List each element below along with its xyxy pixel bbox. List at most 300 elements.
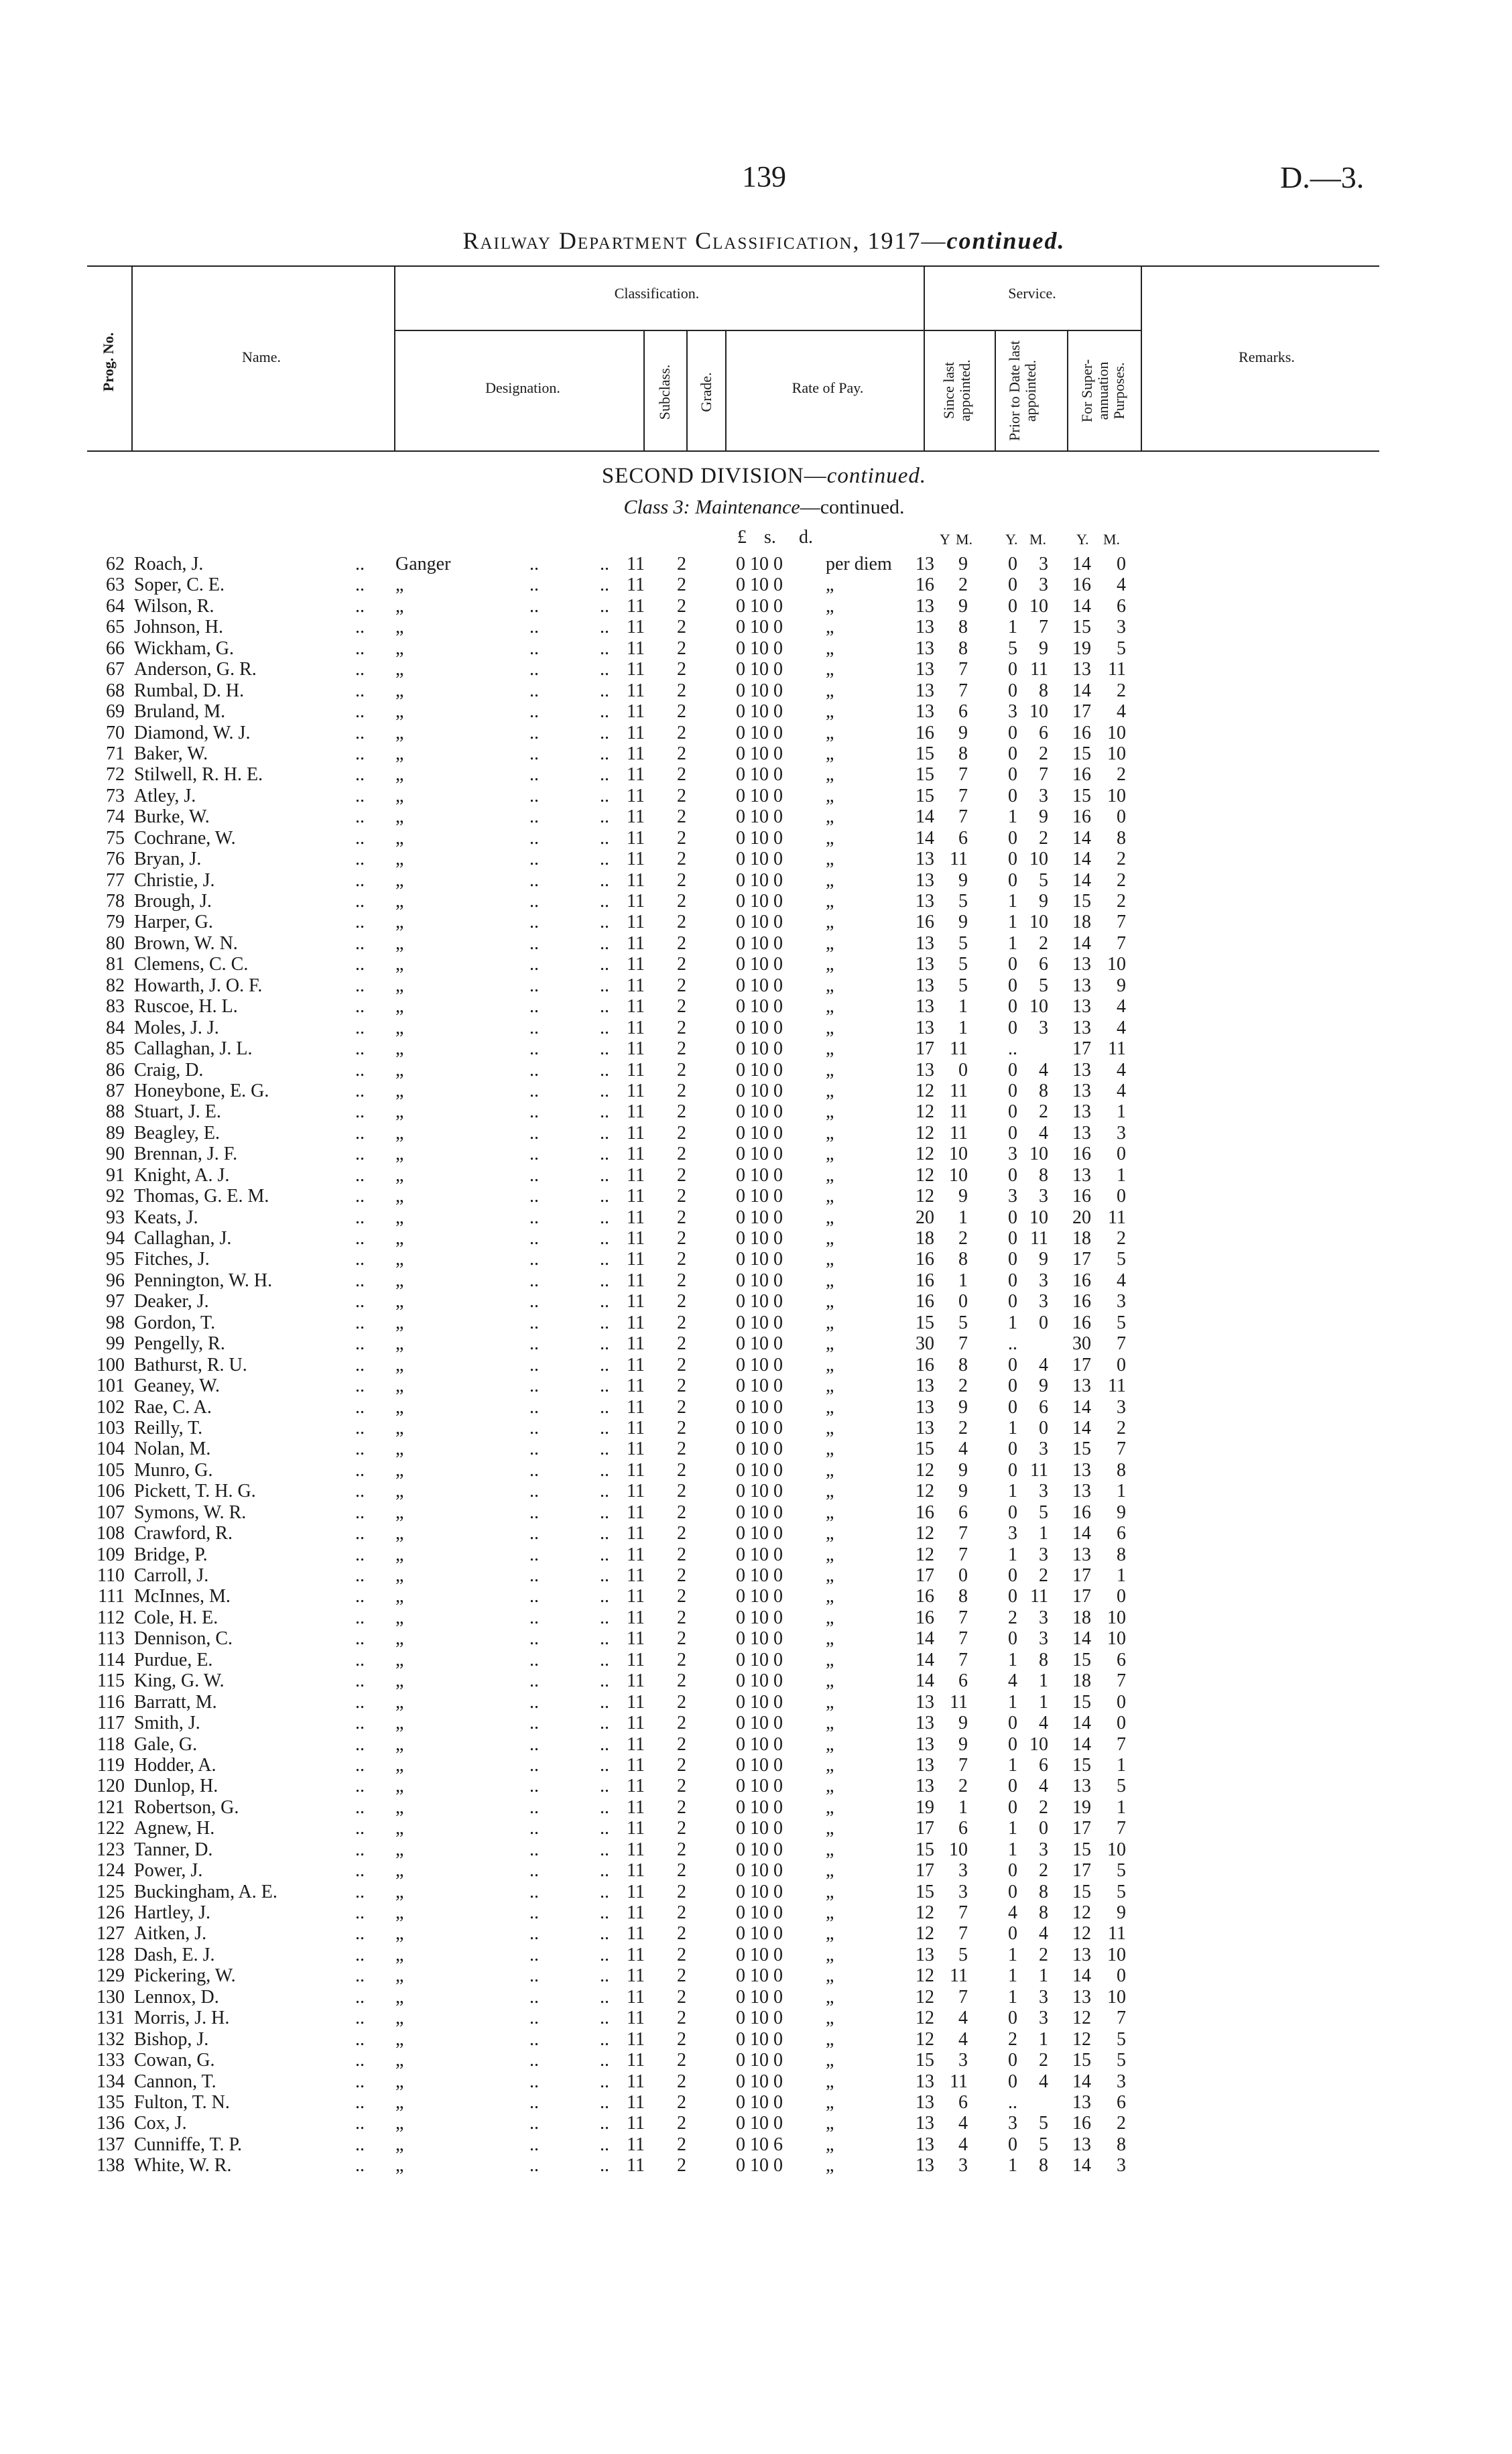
col-divider (643, 330, 645, 450)
super-years: 13 (1072, 659, 1091, 680)
table-row (0, 1291, 1512, 1312)
prior-years: 1 (1008, 1691, 1017, 1713)
leader-dots: .. (600, 1207, 609, 1228)
prog-number: 67 (106, 659, 125, 680)
table-row (0, 764, 1512, 785)
pay-period: „ (826, 1986, 834, 2008)
super-months: 0 (1117, 1965, 1126, 1987)
leader-dots: .. (529, 954, 539, 975)
subclass: 11 (627, 1754, 645, 1776)
since-last-months: 5 (958, 975, 968, 996)
leader-dots: .. (529, 1144, 539, 1165)
since-last-months: 2 (958, 574, 968, 596)
grade: 2 (677, 1101, 686, 1123)
leader-dots: .. (600, 554, 609, 574)
prior-months: 5 (1039, 975, 1048, 996)
table-row (0, 849, 1512, 869)
since-last-years: 13 (916, 1375, 934, 1397)
designation: „ (395, 722, 404, 743)
designation: „ (395, 1691, 404, 1713)
since-last-years: 30 (916, 1333, 934, 1355)
since-last-years: 13 (916, 1733, 934, 1755)
since-last-years: 13 (916, 2091, 934, 2113)
since-last-years: 14 (916, 1649, 934, 1670)
since-last-years: 13 (916, 1944, 934, 1965)
prog-number: 106 (97, 1481, 125, 1502)
designation: „ (395, 2113, 404, 2134)
prog-number: 105 (97, 1459, 125, 1481)
grade: 2 (677, 680, 686, 701)
designation: „ (395, 2155, 404, 2176)
leader-dots: .. (600, 1607, 609, 1628)
designation: „ (395, 1186, 404, 1207)
employee-name: Tanner, D. (134, 1839, 213, 1860)
header-top-rule (87, 265, 1379, 267)
leader-dots: .. (355, 1965, 365, 1987)
table-row (0, 1375, 1512, 1396)
rate-of-pay: 0 10 0 (736, 1481, 783, 1502)
leader-dots: .. (600, 2050, 609, 2071)
designation: „ (395, 1501, 404, 1523)
prior-months: 3 (1039, 1291, 1048, 1312)
pay-period: „ (826, 1839, 834, 1860)
leader-dots: .. (355, 680, 365, 701)
leader-dots: .. (600, 574, 609, 596)
subclass: 11 (627, 2050, 645, 2071)
employee-name: Bathurst, R. U. (134, 1354, 247, 1375)
prog-number: 129 (97, 1965, 125, 1987)
table-row (0, 1860, 1512, 1881)
subclass: 11 (627, 1396, 645, 1418)
pay-period: „ (826, 785, 834, 806)
since-last-years: 12 (916, 1923, 934, 1945)
leader-dots: .. (600, 1375, 609, 1397)
grade: 2 (677, 701, 686, 723)
subclass: 11 (627, 1481, 645, 1502)
super-months: 10 (1107, 722, 1126, 743)
pay-period: „ (826, 2155, 834, 2176)
prior-months: 10 (1029, 1207, 1048, 1228)
since-last-months: 5 (958, 932, 968, 954)
rate-of-pay: 0 10 0 (736, 1607, 783, 1628)
rate-of-pay: 0 10 0 (736, 1796, 783, 1818)
table-row (0, 1165, 1512, 1186)
table-row (0, 1628, 1512, 1649)
unit-prior-months: M. (1029, 531, 1047, 548)
super-months: 1 (1117, 1164, 1126, 1186)
designation: „ (395, 1417, 404, 1438)
since-last-months: 10 (949, 1164, 968, 1186)
prior-years: 0 (1008, 1586, 1017, 1607)
unit-super-months: M. (1103, 531, 1121, 548)
leader-dots: .. (529, 1164, 539, 1186)
subclass: 11 (627, 1080, 645, 1101)
rate-of-pay: 0 10 0 (736, 996, 783, 1018)
employee-name: Johnson, H. (134, 617, 224, 638)
leader-dots: .. (355, 1649, 365, 1670)
since-last-years: 15 (916, 1438, 934, 1460)
leader-dots: .. (355, 975, 365, 996)
unit-shillings: s. (764, 527, 776, 548)
since-last-months: 11 (950, 1038, 968, 1060)
super-months: 4 (1117, 574, 1126, 596)
rate-of-pay: 0 10 0 (736, 1818, 783, 1839)
prior-months: 11 (1030, 1459, 1048, 1481)
leader-dots: .. (600, 1333, 609, 1355)
designation: „ (395, 996, 404, 1018)
rate-of-pay: 0 10 0 (736, 637, 783, 659)
prior-months: 1 (1039, 1691, 1048, 1713)
leader-dots: .. (355, 1733, 365, 1755)
prog-number: 109 (97, 1544, 125, 1565)
prog-number: 92 (106, 1186, 125, 1207)
grade: 2 (677, 1586, 686, 1607)
header-service: Service. (1008, 285, 1056, 302)
since-last-years: 16 (916, 1607, 934, 1628)
subclass: 11 (627, 1776, 645, 1797)
table-row (0, 1544, 1512, 1565)
super-months: 4 (1117, 1080, 1126, 1101)
employee-name: Lennox, D. (134, 1986, 219, 2008)
since-last-years: 13 (916, 1059, 934, 1081)
prog-number: 90 (106, 1144, 125, 1165)
rate-of-pay: 0 10 0 (736, 1291, 783, 1312)
leader-dots: .. (600, 1164, 609, 1186)
prior-months: 3 (1039, 2008, 1048, 2029)
grade: 2 (677, 1565, 686, 1586)
since-last-years: 14 (916, 827, 934, 849)
since-last-years: 13 (916, 680, 934, 701)
pay-period: „ (826, 2113, 834, 2134)
header-designation: Designation. (485, 379, 560, 396)
employee-name: Symons, W. R. (134, 1501, 247, 1523)
pay-period: „ (826, 869, 834, 891)
designation: „ (395, 1249, 404, 1270)
pay-period: „ (826, 2050, 834, 2071)
employee-name: Rumbal, D. H. (134, 680, 245, 701)
leader-dots: .. (355, 764, 365, 786)
leader-dots: .. (355, 2071, 365, 2092)
leader-dots: .. (355, 1101, 365, 1123)
leader-dots: .. (529, 1586, 539, 1607)
table-row (0, 2113, 1512, 2134)
prog-number: 85 (106, 1038, 125, 1060)
leader-dots: .. (355, 2113, 365, 2134)
employee-name: Anderson, G. R. (134, 659, 257, 680)
employee-name: Pickering, W. (134, 1965, 236, 1987)
designation: „ (395, 1122, 404, 1144)
designation: „ (395, 1144, 404, 1165)
leader-dots: .. (355, 1754, 365, 1776)
leader-dots: .. (355, 637, 365, 659)
subclass: 11 (627, 954, 645, 975)
table-row (0, 1607, 1512, 1628)
table-row (0, 1945, 1512, 1965)
designation: „ (395, 1523, 404, 1544)
subclass: 11 (627, 1270, 645, 1291)
rate-of-pay: 0 10 0 (736, 1038, 783, 1060)
leader-dots: .. (600, 2134, 609, 2155)
super-years: 17 (1072, 1038, 1091, 1060)
leader-dots: .. (529, 1523, 539, 1544)
prior-months: 2 (1039, 743, 1048, 764)
prior-months: 2 (1039, 827, 1048, 849)
employee-name: Moles, J. J. (134, 1017, 219, 1038)
designation: „ (395, 1628, 404, 1650)
pay-period: „ (826, 827, 834, 849)
super-months: 10 (1107, 1628, 1126, 1650)
table-row (0, 1882, 1512, 1902)
since-last-months: 5 (958, 891, 968, 912)
employee-name: Christie, J. (134, 869, 215, 891)
super-years: 13 (1072, 996, 1091, 1018)
rate-of-pay: 0 10 0 (736, 932, 783, 954)
pay-period: „ (826, 617, 834, 638)
designation: „ (395, 1713, 404, 1734)
col-divider (686, 330, 688, 450)
leader-dots: .. (529, 764, 539, 786)
since-last-years: 16 (916, 1354, 934, 1375)
subclass: 11 (627, 1438, 645, 1460)
subclass: 11 (627, 1733, 645, 1755)
super-months: 11 (1108, 1375, 1126, 1397)
super-months: 7 (1117, 912, 1126, 933)
prior-months: 5 (1039, 869, 1048, 891)
designation: „ (395, 1733, 404, 1755)
since-last-years: 13 (916, 701, 934, 723)
prior-months: 7 (1039, 617, 1048, 638)
pay-period: „ (826, 1101, 834, 1123)
since-last-years: 12 (916, 1523, 934, 1544)
prior-months: 5 (1039, 2113, 1048, 2134)
prior-years: 0 (1008, 1017, 1017, 1038)
prior-months: 3 (1039, 1017, 1048, 1038)
leader-dots: .. (600, 2008, 609, 2029)
leader-dots: .. (355, 1164, 365, 1186)
pay-period: „ (826, 1375, 834, 1397)
subclass: 11 (627, 1586, 645, 1607)
since-last-months: 4 (958, 2008, 968, 2029)
super-years: 13 (1072, 2134, 1091, 2155)
super-years: 14 (1072, 1628, 1091, 1650)
since-last-months: 2 (958, 1776, 968, 1797)
leader-dots: .. (529, 1375, 539, 1397)
page-number: 139 (742, 160, 786, 193)
designation: „ (395, 574, 404, 596)
pay-period: „ (826, 743, 834, 764)
pay-period: „ (826, 1523, 834, 1544)
leader-dots: .. (600, 1501, 609, 1523)
pay-period: „ (826, 2134, 834, 2155)
prog-number: 65 (106, 617, 125, 638)
subclass: 11 (627, 1565, 645, 1586)
leader-dots: .. (600, 1902, 609, 1923)
subclass: 11 (627, 1059, 645, 1081)
leader-dots: .. (355, 1565, 365, 1586)
subclass: 11 (627, 2134, 645, 2155)
super-years: 15 (1072, 1754, 1091, 1776)
super-years: 12 (1072, 2028, 1091, 2050)
designation: „ (395, 1586, 404, 1607)
leader-dots: .. (600, 1080, 609, 1101)
since-last-months: 8 (958, 617, 968, 638)
pay-period: „ (826, 975, 834, 996)
prior-years: 1 (1008, 891, 1017, 912)
subclass: 11 (627, 996, 645, 1018)
employee-name: Roach, J. (134, 554, 204, 574)
prior-years: 0 (1008, 2050, 1017, 2071)
leader-dots: .. (355, 1270, 365, 1291)
designation: „ (395, 1481, 404, 1502)
leader-dots: .. (529, 1101, 539, 1123)
since-last-months: 9 (958, 1459, 968, 1481)
employee-name: Brough, J. (134, 891, 212, 912)
leader-dots: .. (355, 1923, 365, 1945)
since-last-years: 12 (916, 1164, 934, 1186)
prior-years: 4 (1008, 1670, 1017, 1692)
prog-number: 86 (106, 1059, 125, 1081)
pay-period: „ (826, 1207, 834, 1228)
leader-dots: .. (529, 1481, 539, 1502)
leader-dots: .. (355, 1354, 365, 1375)
prior-months: 8 (1039, 1649, 1048, 1670)
designation: „ (395, 1776, 404, 1797)
employee-name: King, G. W. (134, 1670, 225, 1692)
grade: 2 (677, 932, 686, 954)
since-last-months: 0 (958, 1059, 968, 1081)
table-row (0, 1902, 1512, 1923)
employee-name: Geaney, W. (134, 1375, 220, 1397)
designation: „ (395, 701, 404, 723)
leader-dots: .. (600, 869, 609, 891)
rate-of-pay: 0 10 0 (736, 806, 783, 828)
leader-dots: .. (355, 1586, 365, 1607)
table-row (0, 2008, 1512, 2028)
grade: 2 (677, 1144, 686, 1165)
prior-months: 3 (1039, 1544, 1048, 1565)
rate-of-pay: 0 10 0 (736, 1860, 783, 1882)
since-last-years: 15 (916, 1312, 934, 1333)
leader-dots: .. (600, 1628, 609, 1650)
class-suffix: —continued. (800, 496, 905, 518)
prog-number: 108 (97, 1523, 125, 1544)
rate-of-pay: 0 10 0 (736, 1438, 783, 1460)
rate-of-pay: 0 10 0 (736, 1186, 783, 1207)
prior-years: 0 (1008, 1881, 1017, 1902)
subclass: 11 (627, 806, 645, 828)
leader-dots: .. (355, 722, 365, 743)
leader-dots: .. (600, 849, 609, 870)
leader-dots: .. (529, 1965, 539, 1987)
super-months: 5 (1117, 1881, 1126, 1902)
since-last-years: 15 (916, 2050, 934, 2071)
leader-dots: .. (529, 1270, 539, 1291)
designation: „ (395, 1017, 404, 1038)
prog-number: 114 (97, 1649, 125, 1670)
subclass: 11 (627, 1186, 645, 1207)
prior-years: 0 (1008, 680, 1017, 701)
employee-name: Fulton, T. N. (134, 2091, 230, 2113)
since-last-years: 12 (916, 1902, 934, 1923)
super-years: 15 (1072, 617, 1091, 638)
employee-name: Purdue, E. (134, 1649, 213, 1670)
leader-dots: .. (355, 1459, 365, 1481)
super-months: 11 (1108, 659, 1126, 680)
pay-period: „ (826, 1354, 834, 1375)
since-last-months: 4 (958, 2028, 968, 2050)
table-row (0, 574, 1512, 595)
super-years: 14 (1072, 869, 1091, 891)
since-last-months: 1 (958, 1796, 968, 1818)
table-row (0, 1965, 1512, 1986)
prior-months: 6 (1039, 1396, 1048, 1418)
leader-dots: .. (355, 806, 365, 828)
super-months: 2 (1117, 891, 1126, 912)
prior-months: 5 (1039, 2134, 1048, 2155)
prior-years: 0 (1008, 1291, 1017, 1312)
leader-dots: .. (600, 2155, 609, 2176)
prior-years: 0 (1008, 1080, 1017, 1101)
subclass: 11 (627, 617, 645, 638)
employee-name: Diamond, W. J. (134, 722, 251, 743)
leader-dots: .. (529, 1544, 539, 1565)
designation: „ (395, 1207, 404, 1228)
pay-period: „ (826, 2008, 834, 2029)
grade: 2 (677, 849, 686, 870)
prog-number: 124 (97, 1860, 125, 1882)
prog-number: 80 (106, 932, 125, 954)
since-last-months: 2 (958, 1417, 968, 1438)
leader-dots: .. (529, 1249, 539, 1270)
prior-years: 0 (1008, 1396, 1017, 1418)
prior-years: 3 (1008, 701, 1017, 723)
leader-dots: .. (355, 1607, 365, 1628)
super-years: 17 (1072, 1818, 1091, 1839)
leader-dots: .. (529, 1776, 539, 1797)
pay-period: „ (826, 764, 834, 786)
table-row (0, 617, 1512, 637)
employee-name: Power, J. (134, 1860, 203, 1882)
leader-dots: .. (529, 2050, 539, 2071)
since-last-years: 17 (916, 1860, 934, 1882)
employee-name: Dennison, C. (134, 1628, 233, 1650)
leader-dots: .. (355, 932, 365, 954)
header-since-last-appointed: Since last appointed. (940, 359, 973, 422)
prior-months: 10 (1029, 849, 1048, 870)
prog-number: 97 (106, 1291, 125, 1312)
prog-number: 70 (106, 722, 125, 743)
employee-name: Barratt, M. (134, 1691, 217, 1713)
prior-years: 3 (1008, 1186, 1017, 1207)
prior-years: 0 (1008, 1101, 1017, 1123)
since-last-months: 3 (958, 1881, 968, 1902)
super-months: 3 (1117, 1122, 1126, 1144)
rate-of-pay: 0 10 0 (736, 2113, 783, 2134)
super-months: 2 (1117, 869, 1126, 891)
designation: „ (395, 1860, 404, 1882)
leader-dots: .. (529, 1438, 539, 1460)
subclass: 11 (627, 1038, 645, 1060)
super-months: 0 (1117, 1713, 1126, 1734)
super-years: 15 (1072, 1438, 1091, 1460)
since-last-months: 8 (958, 1249, 968, 1270)
designation: „ (395, 1944, 404, 1965)
pay-period: „ (826, 1417, 834, 1438)
prior-years: 3 (1008, 1523, 1017, 1544)
prog-number: 110 (97, 1565, 125, 1586)
super-months: 7 (1117, 1670, 1126, 1692)
pay-period: „ (826, 1396, 834, 1418)
